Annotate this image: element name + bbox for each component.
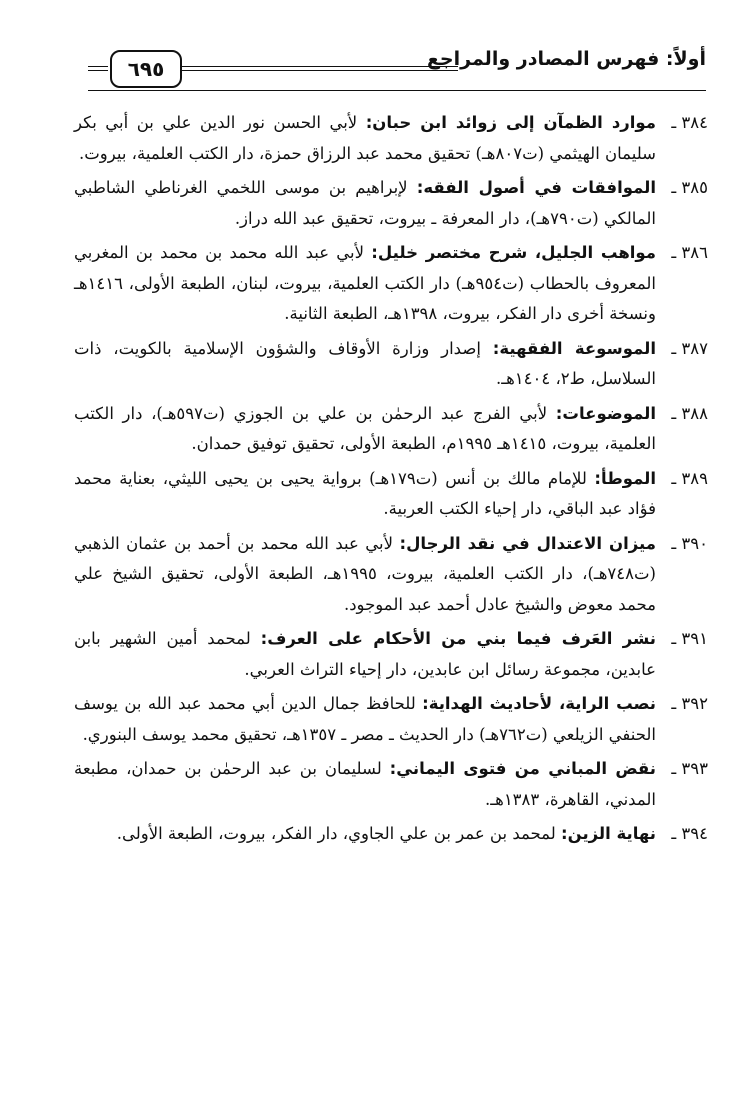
entry-title: نهاية الزين: [561, 824, 656, 843]
entry-text: لأبي عبد الله محمد بن أحمد بن عثمان الذهبي (ت٧٤٨هـ)، دار الكتب العلمية، بيروت، ١٩٩٥هـ، الطبعة الأولى، تحقيق الشيخ علي محمد معوض والشيخ عادل أحمد عبد الموجود. [74, 533, 656, 614]
entry-text: لأبي الفرج عبد الرحمٰن بن علي بن الجوزي (ت٥٩٧هـ)، دار الكتب العلمية، بيروت، ١٤١٥هـ ١٩٩٥م، الطبعة الأولى، تحقيق توفيق حمدان. [74, 403, 656, 453]
header-rule-left [88, 66, 108, 71]
entry-number: ٣٨٨ ـ [671, 403, 708, 423]
entry-text: إصدار وزارة الأوقاف والشؤون الإسلامية بالكويت، ذات السلاسل، ط٢، ١٤٠٤هـ. [74, 338, 656, 388]
entry-text: لمحمد بن عمر بن علي الجاوي، دار الفكر، بيروت، الطبعة الأولى. [116, 824, 561, 843]
bibliography-entry [74, 464, 708, 525]
entry-text: لأبي عبد الله محمد بن محمد بن المغربي المعروف بالحطاب (ت٩٥٤هـ) دار الكتب العلمية، بيروت، لبنان، الطبعة الأولى، ١٤١٦هـ ونسخة أخرى دار الفكر، بيروت، ١٣٩٨هـ، الطبعة الثانية. [74, 243, 657, 323]
bibliography-entry [74, 108, 708, 169]
entry-number: ٣٩٤ ـ [671, 824, 708, 843]
bibliography-entry [74, 529, 708, 621]
entry-title: الموافقات في أصول الفقه: [416, 178, 656, 197]
entry-title: مواهب الجليل، شرح مختصر خليل: [371, 243, 656, 262]
header-title: أولاً: فهرس المصادر والمراجع [426, 48, 706, 70]
entry-title: نقض المباني من فتوى اليماني: [389, 759, 656, 778]
page-number-badge: ٦٩٥ [110, 50, 182, 88]
bibliography-entry [74, 754, 708, 815]
entry-number: ٣٨٦ ـ [671, 243, 708, 262]
entry-title: نشر العَرف فيما بني من الأحكام على العرف: [260, 629, 657, 648]
entry-title: ميزان الاعتدال في نقد الرجال: [399, 533, 656, 553]
bibliography-entry [74, 689, 708, 750]
bibliography-entry [74, 399, 708, 460]
entry-text: لإبراهيم بن موسى اللخمي الغرناطي الشاطبي المالكي (ت٧٩٠هـ)، دار المعرفة ـ بيروت، تحقيق عبد الله دراز. [74, 178, 656, 228]
header-rule [182, 66, 458, 71]
entry-number: ٣٨٥ ـ [671, 178, 708, 197]
entry-title: الموسوعة الفقهية: [492, 338, 656, 358]
entry-number: ٣٨٩ ـ [671, 468, 708, 488]
entry-number: ٣٩٢ ـ [671, 694, 708, 713]
entry-number: ٣٨٧ ـ [671, 338, 708, 358]
entry-number: ٣٩٣ ـ [671, 759, 708, 778]
header-underline [88, 90, 706, 91]
entry-number: ٣٨٤ ـ [671, 113, 708, 132]
entry-title: الموضوعات: [555, 403, 656, 423]
entry-title: نصب الراية، لأحاديث الهداية: [422, 694, 656, 713]
bibliography-list [74, 108, 708, 854]
bibliography-entry [74, 819, 708, 850]
entry-number: ٣٩٠ ـ [671, 533, 708, 553]
bibliography-entry [74, 624, 708, 685]
bibliography-entry [74, 173, 708, 234]
bibliography-entry [74, 238, 708, 330]
entry-text: للإمام مالك بن أنس (ت١٧٩هـ) برواية يحيى بن يحيى الليثي، بعناية محمد فؤاد عبد الباقي، دار إحياء الكتب العربية. [74, 468, 656, 518]
bibliography-entry [74, 334, 708, 395]
page-header [88, 44, 706, 96]
entry-title: الموطأ: [594, 468, 656, 488]
entry-text: لمحمد أمين الشهير بابن عابدين، مجموعة رسائل ابن عابدين، دار إحياء التراث العربي. [74, 629, 656, 679]
entry-text: للحافظ جمال الدين أبي محمد عبد الله بن يوسف الحنفي الزيلعي (ت٧٦٢هـ) دار الحديث ـ مصر ـ ١٣٥٧هـ، تحقيق محمد يوسف البنوري. [74, 694, 656, 744]
entry-text: لأبي الحسن نور الدين علي بن أبي بكر سليمان الهيثمي (ت٨٠٧هـ) تحقيق محمد عبد الرزاق حمزة، دار الكتب العلمية، بيروت. [74, 113, 656, 163]
entry-text: لسليمان بن عبد الرحمٰن بن حمدان، مطبعة المدني، القاهرة، ١٣٨٣هـ. [74, 759, 656, 809]
entry-title: موارد الظمآن إلى زوائد ابن حبان: [365, 113, 656, 132]
entry-number: ٣٩١ ـ [671, 629, 708, 648]
